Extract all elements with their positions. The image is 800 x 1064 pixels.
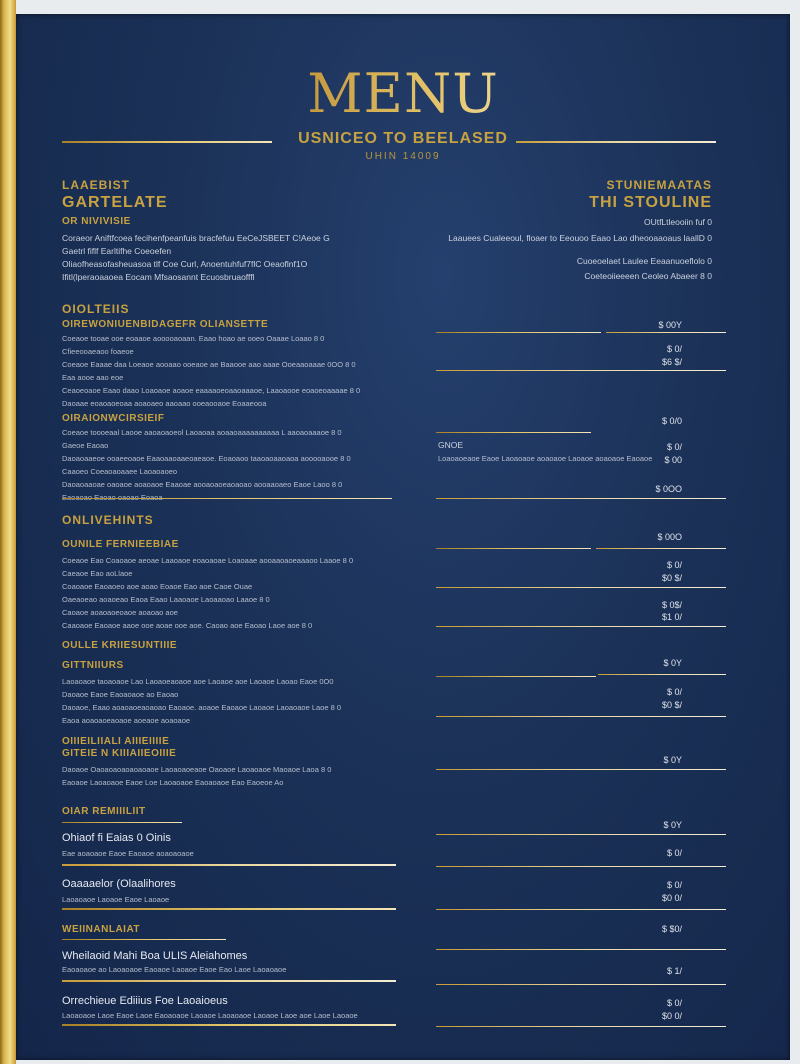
section-subtitle: OIREWONIUENBIDAGEFR OLIANSETTE bbox=[62, 319, 269, 330]
section-line: Caaoeo Coeaoaoaaee Laoaoaoeo bbox=[62, 467, 178, 476]
right-rule bbox=[436, 984, 726, 985]
price: $ 0Y bbox=[663, 658, 682, 668]
price: $ 00O bbox=[657, 532, 682, 542]
menu-card bbox=[16, 14, 790, 1060]
right-top-heading: THI STOULINE bbox=[589, 194, 712, 211]
price: $ 0/ bbox=[666, 880, 682, 890]
menu-title: MENU bbox=[16, 62, 790, 125]
left-top-line: Oliaofheasofasheuasoa tlf Coe Curl, Anoentuhfuf7flC Oeaoflnf1O bbox=[62, 259, 308, 269]
section-line: Daoaoe Oaoaoaoaoaoaoaoe Laoaoaoeaoe Oaoaoe Laoaoaoe Maoaoe Laoa 8 0 bbox=[62, 765, 332, 774]
section-line: Eaa aooe aao eoe bbox=[62, 373, 124, 382]
left-top-caption: OR NIVIVISIE bbox=[62, 216, 131, 227]
price: $ 0/ bbox=[666, 560, 682, 570]
item-rule bbox=[62, 908, 396, 910]
menu-item-name: Wheilaoid Mahi Boa ULIS Aleiahomes bbox=[62, 950, 248, 962]
section-line: Coeaoe Eaaae daa Loeaoe aooaao ooeaoe ae Baaooe aao aaae Ooeaaoaaae 0OO 8 0 bbox=[62, 360, 356, 369]
price: $ $0/ bbox=[661, 924, 682, 934]
bottom-title-rule bbox=[62, 822, 182, 823]
price: $ 0/ bbox=[666, 848, 682, 858]
section-line: Laoaoaoe taoaoaoe Lao Laoaoeaoaoe aoe Laoaoe aoe Laoaoe Laoao Eaoe 0O0 bbox=[62, 677, 334, 686]
right-top-caption: OUtfLtleooiin fuf 0 bbox=[643, 217, 712, 227]
right-top-line: Cuoeoelaet Laulee Eeaanuoeflolo 0 bbox=[576, 256, 712, 266]
section-line: Gaeoe Eaoao bbox=[62, 441, 109, 450]
right-rule bbox=[606, 332, 726, 333]
left-top-heading: GARTELATE bbox=[62, 194, 168, 211]
section-line: Daoaoe, Eaao aoaoaoeaoaoao Eaoaoe. aoaoe Eaoaoe Laoaoe Laoaoaoe Laoe 8 0 bbox=[62, 703, 342, 712]
section-line: Daoaoaaeoe ooaeeoaoe Eaaoaaoaaeoaeaoe. Eoaoaoo taaoaoaaoaoa aooooaooe 8 0 bbox=[62, 454, 351, 463]
section-line: Daoaae eoaoaoeoaa aoaoaeo aaoaao ooeaooaoe Eoaaeooa bbox=[62, 399, 267, 408]
section-title: OIIIEILIIALI AIIIEIIIIE bbox=[62, 736, 170, 747]
section-subtitle: OUNILE FERNIEEBIAE bbox=[62, 539, 179, 550]
menu-item-desc: Laoaoaoe Laoaoe Eaoe Laoaoe bbox=[62, 895, 170, 904]
bottom-title-rule bbox=[62, 939, 226, 940]
section-title: OIOLTEIIS bbox=[62, 302, 130, 316]
section-line: Eaoaoe Laoaoaoe Eaoe Loe Laoaoaoe Eaoaoaoe Eao Eaoeoe Ao bbox=[62, 778, 284, 787]
right-rule bbox=[436, 332, 601, 333]
menu-item-name: Orrechieue Ediiius Foe Laoaioeus bbox=[62, 995, 228, 1007]
right-mid-label: GNOE bbox=[438, 440, 464, 450]
price: $ 1/ bbox=[666, 966, 682, 976]
item-rule bbox=[62, 980, 396, 982]
section-line: Eaoa aoaoaoeaoaoe aoeaoe aoaoaoe bbox=[62, 716, 191, 725]
right-rule bbox=[436, 626, 726, 627]
right-rule bbox=[436, 370, 726, 371]
price: $0 $/ bbox=[661, 700, 682, 710]
section-title: OIRAIONWCIRSIEIF bbox=[62, 413, 165, 424]
right-rule bbox=[596, 548, 726, 549]
right-top-line: Laauees Cualeeoul, floaer to Eeouoo Eaao Lao dheooaaoaus laallD 0 bbox=[448, 233, 712, 243]
price: $0 0/ bbox=[661, 893, 682, 903]
right-rule bbox=[436, 769, 726, 770]
menu-item-desc: Eaoaoaoe ao Laoaoaoe Eaoaoe Laoaoe Eaoe Eao Laoe Laoaoaoe bbox=[62, 965, 287, 974]
right-top-line: Coeteoiieeeen Ceoleo Abaeer 8 0 bbox=[584, 271, 712, 281]
right-mid-desc: Loaoaoeaoe Eaoe Laoaoaoe aoaoaoe Laoaoe aoaoaoe Eaoaoe bbox=[438, 454, 653, 463]
section-line: Coeaoe tooae ooe eoaaoe aooooaoaan. Eaao hoao ae ooeo Oaaae Loaao 8 0 bbox=[62, 334, 325, 343]
bottom-title: WEIINANLAIAT bbox=[62, 924, 141, 935]
right-rule bbox=[436, 866, 726, 867]
right-rule bbox=[436, 498, 726, 499]
item-rule bbox=[62, 1024, 396, 1026]
section-line: Cfieeooaeaoo foaeoe bbox=[62, 347, 134, 356]
menu-item-desc: Eae aoaoaoe Eaoe Eaoaoe aoaoaoaoe bbox=[62, 849, 194, 858]
left-top-kicker: LAAEBIST bbox=[62, 178, 130, 192]
section-line: Daoaoe Eaoe Eaoaoaoe ao Eaoao bbox=[62, 690, 179, 699]
bottom-title: OIAR REMIIILIIT bbox=[62, 806, 146, 817]
menu-item-name: Ohiaof fi Eaias 0 Oinis bbox=[62, 832, 171, 844]
right-rule bbox=[436, 1026, 726, 1027]
section-title: OULLE KRIIESUNTIIIE bbox=[62, 640, 178, 651]
right-rule bbox=[436, 716, 726, 717]
price: $ 0/0 bbox=[661, 416, 682, 426]
price: $ 0Y bbox=[663, 755, 682, 765]
menu-item-name: Oaaaaelor (Olaalihores bbox=[62, 878, 176, 890]
left-top-line: Coraeor Aniftfcoea fecihenfpeanfuis bracfefuu EeCeJSBEET C!Aeoe G bbox=[62, 233, 330, 243]
price: $ 00Y bbox=[658, 320, 682, 330]
menu-item-desc: Laoaoaoe Laoe Eaoe Laoe Eaoaoaoe Laoaoe Laoaoaoe Laoaoe Laoe aoe Laoe Laoaoe bbox=[62, 1011, 358, 1020]
right-rule bbox=[436, 834, 726, 835]
section-line: Ceaoeoaoe Eaao daao Loaoaoe aoaoe eaaaaoeoaaoaaaoe, Laaoaooe eoaoeoaaaae 8 0 bbox=[62, 386, 361, 395]
section-line: Caeaoe Eao aoLlaoe bbox=[62, 569, 133, 578]
right-rule bbox=[436, 432, 591, 433]
price: $ 0/ bbox=[666, 998, 682, 1008]
header-rule-right bbox=[516, 141, 716, 143]
section-title: ONLIVEHINTS bbox=[62, 513, 154, 527]
section-line: Daoaoaaoae oaoaoe aoaoaoe Eaaoae aooaoaoeaoaoao aooaaoaeo Eaoe Laoo 8 0 bbox=[62, 480, 343, 489]
price: $ 0/ bbox=[666, 687, 682, 697]
left-top-line: Gaetrl fiflf Earltifhe Coeoefen bbox=[62, 246, 172, 256]
section-subtitle: GITTNIIURS bbox=[62, 660, 124, 671]
left-top-line: Ifitl(lperaoaaoea Eocam Mfsaosannt Ecuosbruaofffl bbox=[62, 272, 255, 282]
section-line: Oaeaoeao aoaoeao Eaoa Eaao Laaoaoe Laoaaoao Laaoe 8 0 bbox=[62, 595, 270, 604]
header-rule-left bbox=[62, 141, 272, 143]
right-rule bbox=[436, 676, 596, 677]
price: $6 $/ bbox=[661, 357, 682, 367]
price: $ 0/ bbox=[666, 344, 682, 354]
right-rule bbox=[436, 548, 591, 549]
section-line: Coeaoe toooeaal Laooe aaoaoaoeol Laoaoaa aoaaoaaaaaaaaaa L aaoaoaaaoe 8 0 bbox=[62, 428, 342, 437]
right-rule bbox=[436, 587, 726, 588]
item-rule bbox=[62, 864, 396, 866]
right-rule bbox=[598, 674, 726, 675]
section-rule bbox=[62, 498, 392, 499]
price: $0 0/ bbox=[661, 1011, 682, 1021]
price: $ 0Y bbox=[663, 820, 682, 830]
price: $1 0/ bbox=[661, 612, 682, 622]
section-line: Caaoaoe Eaoaoe aaoe ooe aoae ooe aoe. Caoao aoe Eaoao Laoe aoe 8 0 bbox=[62, 621, 313, 630]
right-rule bbox=[436, 949, 726, 950]
menu-subtitle: USNICEO TO BEELASED bbox=[298, 130, 508, 147]
price: $ 0/ bbox=[666, 442, 682, 452]
right-rule bbox=[436, 909, 726, 910]
menu-sub-subtitle: UHIN 14009 bbox=[365, 151, 441, 162]
section-line: Coeaoe Eao Coaoaoe aeoae Laaoaoe eoaoaoae Loaoaae aooaaoaoeaaaoo Laaoe 8 0 bbox=[62, 556, 354, 565]
price: $ 0$/ bbox=[661, 600, 682, 610]
section-subtitle: GITEIE N KIIIAIIEOIIIE bbox=[62, 748, 177, 759]
price: $ 00 bbox=[664, 455, 682, 465]
section-line: Coaoaoe Eaoaoeo aoe aoao Eoaoe Eao aoe Caoe Ouae bbox=[62, 582, 253, 591]
right-top-kicker: STUNIEMAATAS bbox=[606, 178, 712, 192]
price: $0 $/ bbox=[661, 573, 682, 583]
section-line: Caoaoe aoaoaoeoaoe aoaoao aoe bbox=[62, 608, 178, 617]
price: $ 0OO bbox=[655, 484, 682, 494]
